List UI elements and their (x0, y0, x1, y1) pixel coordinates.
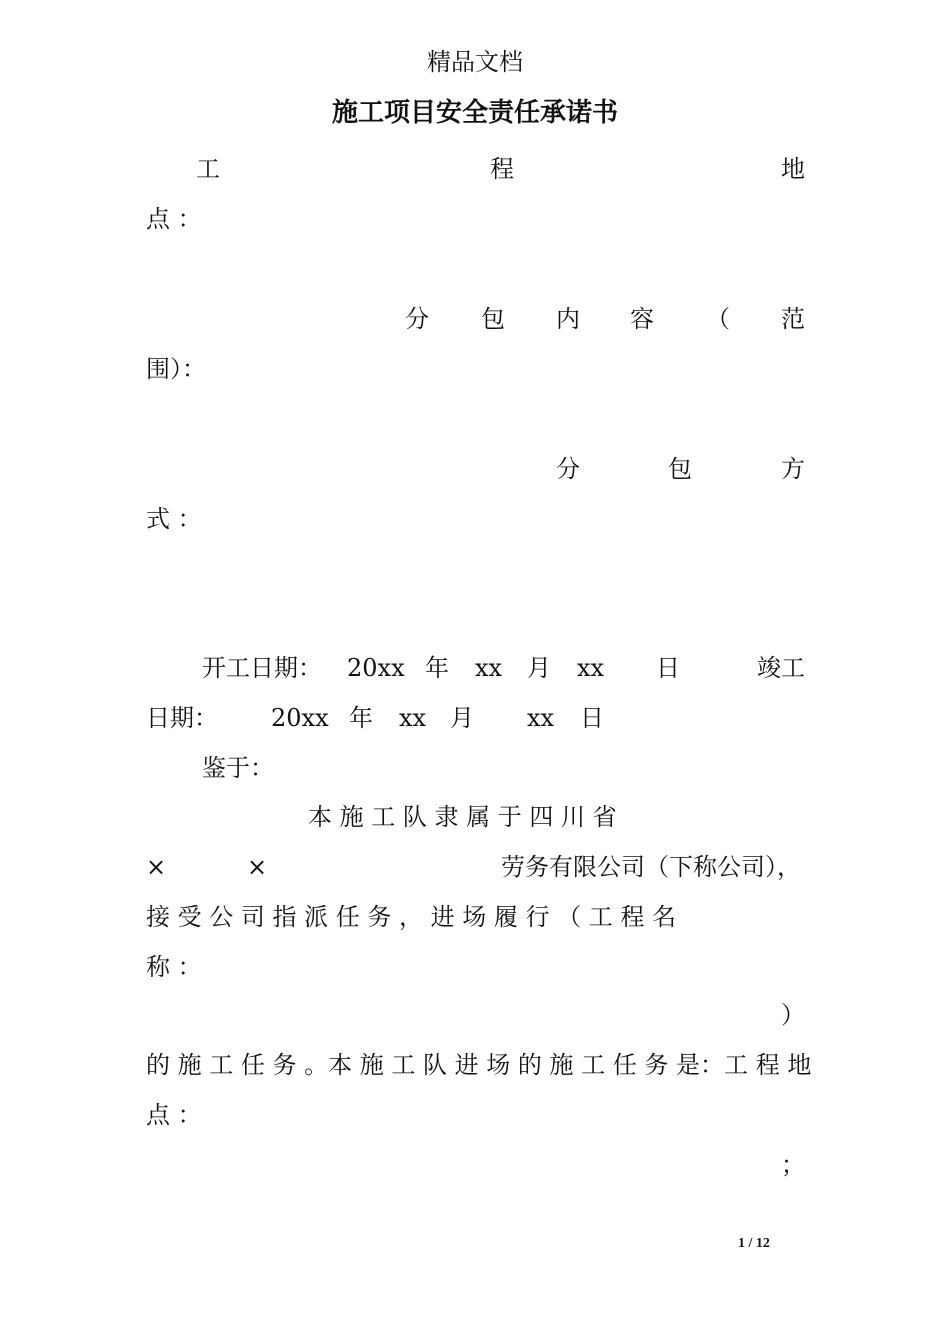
paragraph-text: 接 受 公 司 指 派 任 务 ， 进 场 履 行 （ 工 程 名 (146, 903, 677, 931)
paragraph-text: × (247, 853, 268, 881)
date-month: xx (399, 704, 427, 732)
field-label-char: 内 (556, 305, 580, 333)
field-label-char: 范 (781, 305, 805, 333)
date-year: 20xx (271, 704, 329, 732)
paragraph-text: 本 施 工 队 隶 属 于 四 川 省 (308, 803, 617, 831)
date-unit: 日 (656, 654, 680, 682)
field-label-char: （ (706, 305, 730, 333)
paragraph-text: 点 ： (146, 1101, 202, 1129)
field-label-char: 方 (781, 455, 805, 483)
paragraph-text: 劳务有限公司（下称公司）， (501, 853, 801, 881)
page-number: 1 / 12 (738, 1236, 770, 1251)
field-label-char: 分 (556, 455, 580, 483)
field-label-char: 包 (481, 305, 505, 333)
paragraph-text: 称 ： (146, 953, 202, 981)
page-header: 精品文档 (427, 48, 523, 76)
date-month: xx (475, 654, 503, 682)
end-date-label: 竣工 (757, 654, 805, 682)
paragraph-text: ） (781, 1001, 805, 1029)
paragraph-text: 鉴于： (202, 754, 274, 782)
document-title: 施工项目安全责任承诺书 (331, 98, 618, 128)
date-unit: 年 (349, 704, 373, 732)
date-unit: 日 (580, 704, 604, 732)
field-label-char: 工 (196, 155, 220, 183)
field-label-char: 式 ： (146, 505, 202, 533)
date-year: 20xx (347, 654, 405, 682)
paragraph-text: 的 施 工 任 务 。本 施 工 队 进 场 的 施 工 任 务 是：工 程 地 (146, 1051, 812, 1079)
field-label-char: 程 (490, 155, 514, 183)
field-label-char: 地 (781, 155, 805, 183)
date-unit: 月 (450, 704, 474, 732)
field-label-char: 围）： (146, 355, 206, 383)
start-date-label: 开工日期： (202, 654, 322, 682)
field-label-char: 容 (630, 305, 654, 333)
date-day: xx (577, 654, 605, 682)
field-label-char: 包 (668, 455, 692, 483)
date-unit: 月 (527, 654, 551, 682)
end-date-label: 日期： (146, 704, 218, 732)
paragraph-text: ； (781, 1151, 805, 1179)
date-day: xx (527, 704, 555, 732)
date-unit: 年 (425, 654, 449, 682)
paragraph-text: × (146, 853, 167, 881)
field-label-char: 分 (405, 305, 429, 333)
field-label-char: 点 ： (146, 205, 202, 233)
